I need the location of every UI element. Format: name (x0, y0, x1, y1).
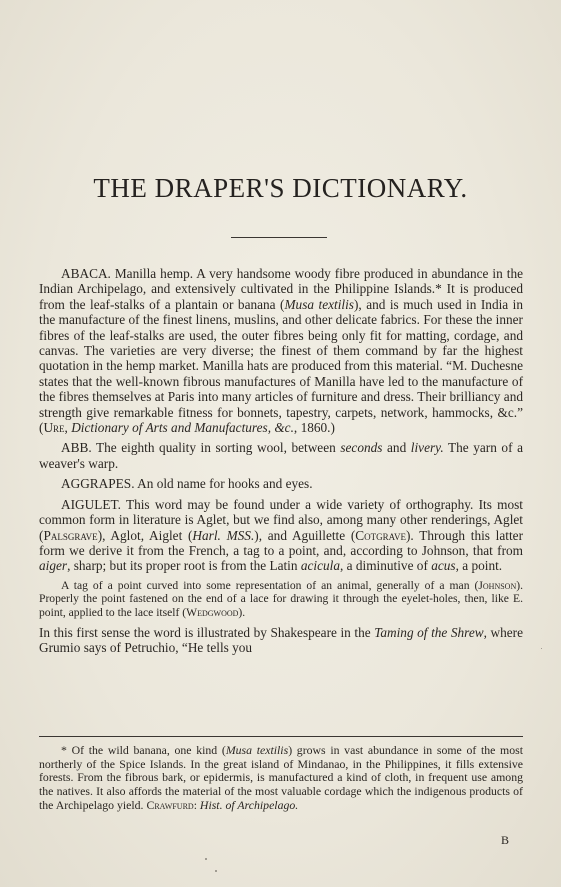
quotation-block: A tag of a point curved into some representation of an animal, generally of a man (Johnson). Properly the point fastened on the end of a lace for drawing it through the eyelet-holes, then, like E. point, applied to the lace itself (Wedgwood). (39, 578, 523, 619)
entry-aigulet: AIGULET. This word may be found under a wide variety of orthography. Its most common form in literature is Aglet, but we find also, among many other renderings, Aglet (Palsgrave), Aglot, Aiglet (Harl. MSS.), and Aguillette (Cotgrave). Through this latter form we derive it from the French, a tag to a point, and, according to Johnson, that from aiger, sharp; but its proper root is from the Latin acicula, a diminutive of acus, a point. (39, 496, 523, 574)
title-rule (231, 237, 327, 238)
paper-speck (205, 858, 207, 860)
source-citation: Wedgwood (186, 605, 239, 619)
page-title: THE DRAPER'S DICTIONARY. (93, 173, 468, 203)
source-citation: Cotgrave (355, 527, 406, 543)
source-citation: Palsgrave (43, 527, 98, 543)
footnote: * Of the wild banana, one kind (Musa textilis) grows in vast abundance in some of the most northerly of the Spice Islands. In the great island of Mindanao, in the Philippines, it fills extensive forests. From the fibrous bark, or epidermis, is manufactured a kind of cloth, in frequent use among the natives. It also affords the material of the most valuable cordage which the indigenous products of the Archipelago yield. Crawfurd: Hist. of Archipelago. (39, 743, 523, 812)
paper-speck (541, 648, 542, 649)
entry-continuation: In this first sense the word is illustrated by Shakespeare in the Taming of the Shrew, where Grumio says of Petruchio, “He tells you (39, 624, 523, 655)
footnote-rule (39, 736, 523, 737)
entry-abaca: ABACA. Manilla hemp. A very handsome woody fibre produced in abundance in the Indian Archipelago, and extensively cultivated in the Philippine Islands.* It is produced from the leaf-stalks of a plantain or banana (Musa textilis), and is much used in India in the manufacture of the finest linens, muslins, and other delicate fabrics. For these the inner fibres of the leaf-stalks are used, the outer fibres being only fit for matting, cordage, and canvas. The varieties are very diverse; the finest of them command by far the highest quotation in the hemp market. Manilla hats are produced from this material. “M. Duchesne states that the well-known fibrous manufactures of Manilla have led to the manufacture of the fibres themselves at Paris into many articles of furniture and dress. Their brilliancy and strength give remarkable fitness for bonnets, tapestry, carpets, network, hammocks, &c.” (Ure, Dictionary of Arts and Manufactures, &c., 1860.) (39, 266, 524, 436)
source-citation: Johnson (478, 578, 517, 592)
headword: ABACA. (61, 266, 111, 281)
entry-aggrapes: AGGRAPES. An old name for hooks and eyes. (61, 476, 313, 492)
signature-mark: B (500, 833, 509, 847)
headword: AIGULET. (61, 496, 121, 512)
source-citation: Crawfurd (146, 797, 194, 812)
headword: ABB. (61, 440, 92, 456)
headword: AGGRAPES. (61, 476, 135, 492)
entry-abb: ABB. The eighth quality in sorting wool, between seconds and livery. The yarn of a weaver's warp. (39, 440, 523, 471)
main-text (39, 266, 523, 660)
paper-speck (215, 870, 217, 872)
source-citation: Ure (43, 420, 65, 436)
